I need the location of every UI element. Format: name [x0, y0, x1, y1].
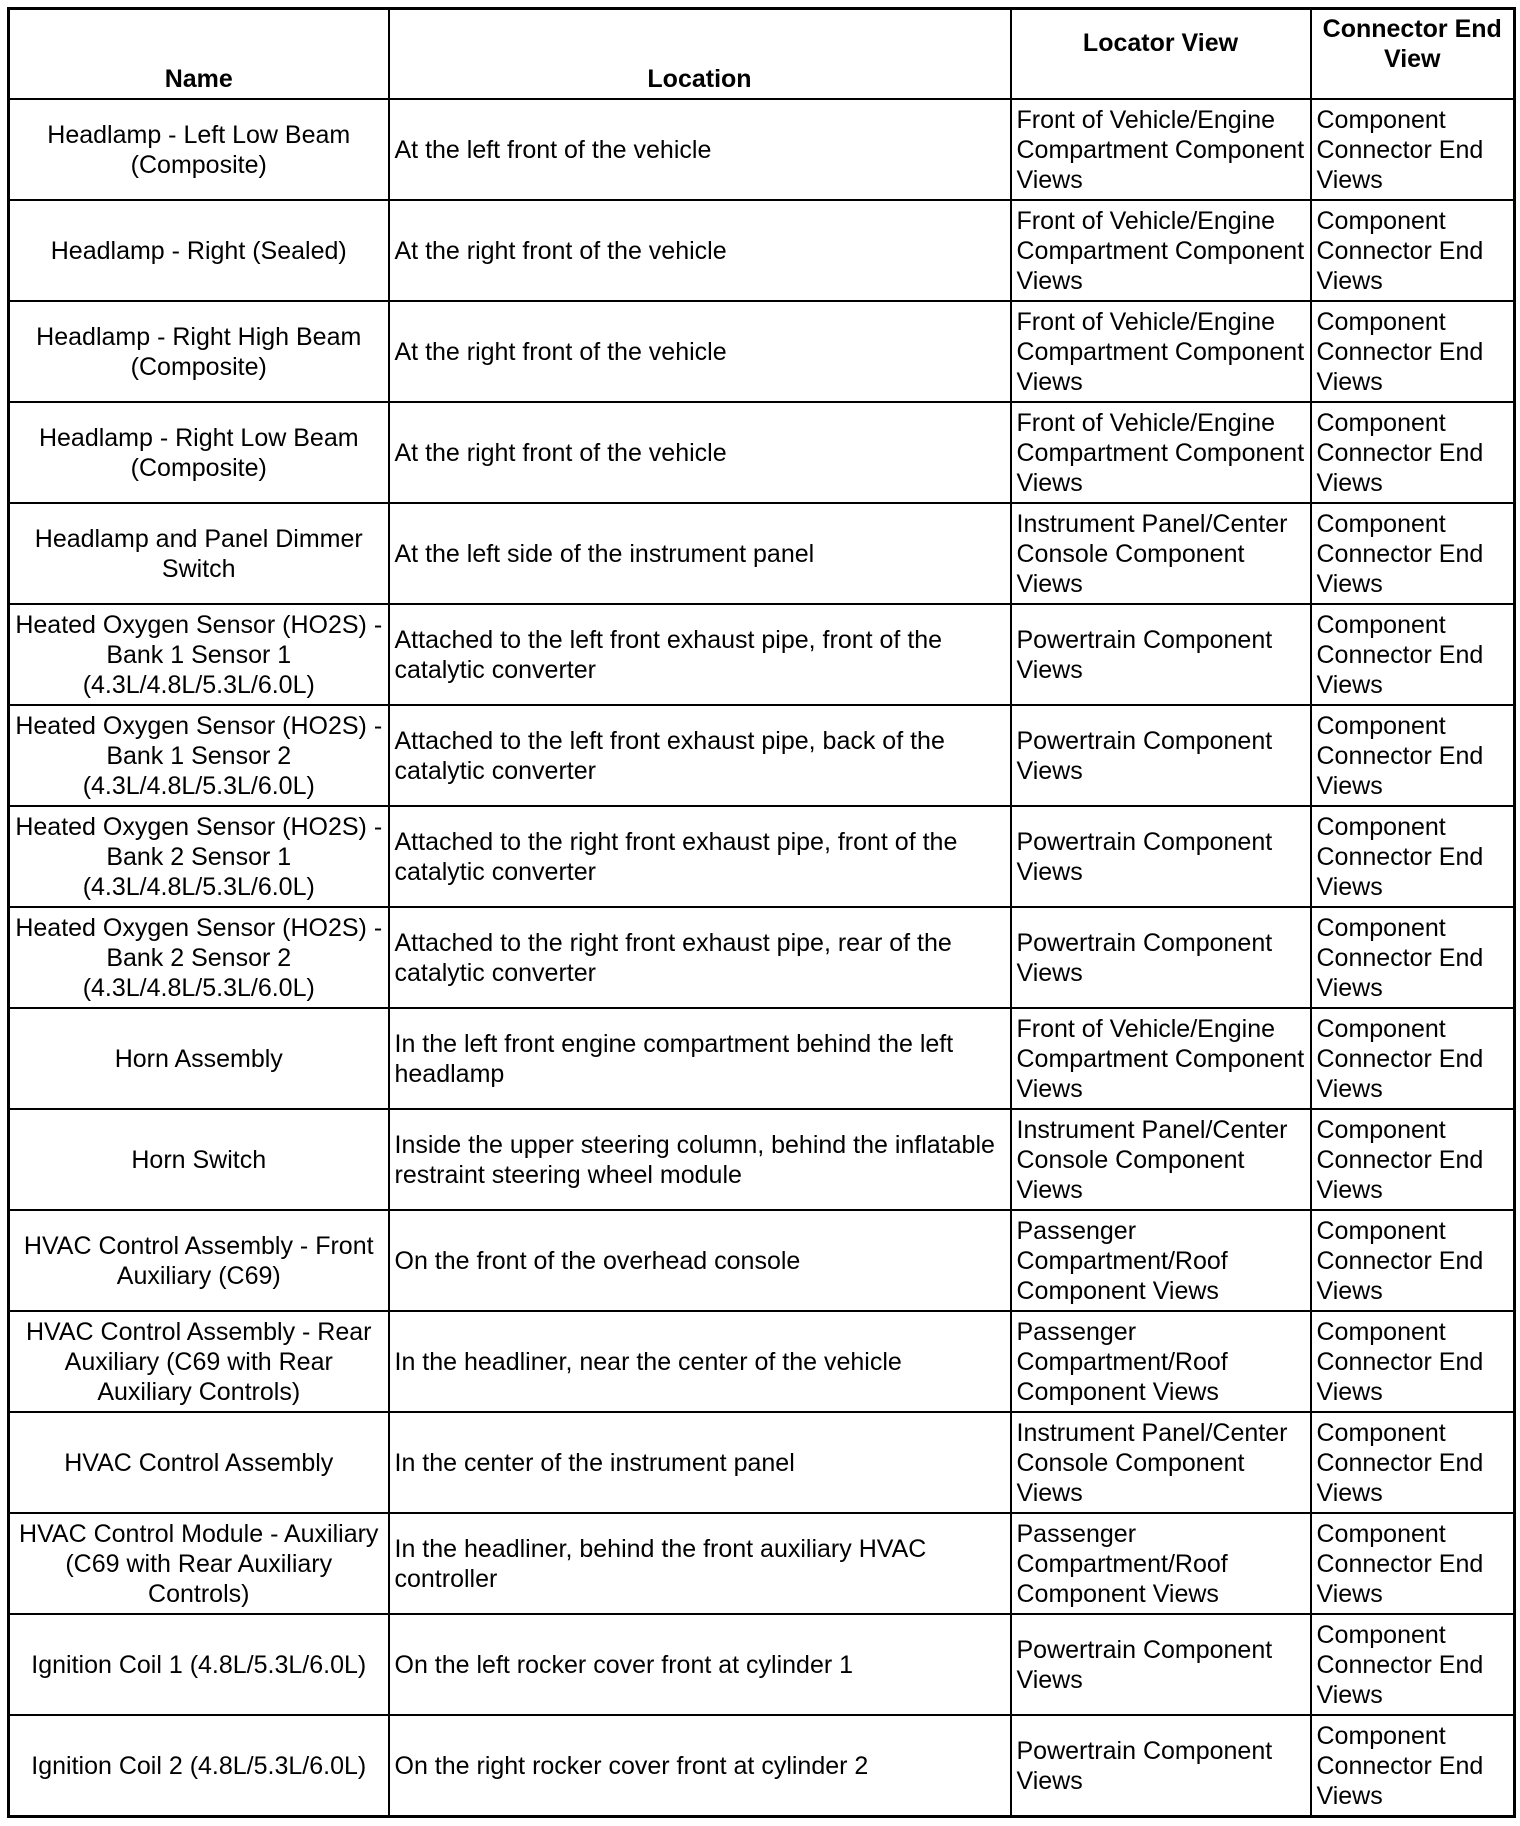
locator-view-cell: Front of Vehicle/Engine Compartment Component Views — [1011, 1008, 1311, 1109]
component-name-cell: Heated Oxygen Sensor (HO2S) - Bank 2 Sensor 1 (4.3L/4.8L/5.3L/6.0L) — [9, 806, 389, 907]
locator-view-cell: Front of Vehicle/Engine Compartment Component Views — [1011, 402, 1311, 503]
component-name-cell: HVAC Control Assembly — [9, 1412, 389, 1513]
locator-view-cell: Front of Vehicle/Engine Compartment Component Views — [1011, 200, 1311, 301]
connector-end-view-cell: Component Connector End Views — [1311, 907, 1515, 1008]
component-name-cell: Headlamp - Right Low Beam (Composite) — [9, 402, 389, 503]
component-name-cell: Headlamp and Panel Dimmer Switch — [9, 503, 389, 604]
connector-end-view-cell: Component Connector End Views — [1311, 1614, 1515, 1715]
locator-view-cell: Powertrain Component Views — [1011, 1614, 1311, 1715]
locator-view-cell: Instrument Panel/Center Console Component Views — [1011, 1109, 1311, 1210]
table-row — [9, 1008, 1515, 1109]
connector-end-view-cell: Component Connector End Views — [1311, 200, 1515, 301]
table-row — [9, 99, 1515, 200]
locator-view-cell: Passenger Compartment/Roof Component Views — [1011, 1513, 1311, 1614]
connector-end-view-cell: Component Connector End Views — [1311, 1109, 1515, 1210]
table-row — [9, 301, 1515, 402]
component-name-cell: Horn Assembly — [9, 1008, 389, 1109]
connector-end-view-cell: Component Connector End Views — [1311, 1008, 1515, 1109]
connector-end-view-cell: Component Connector End Views — [1311, 1715, 1515, 1817]
component-name-cell: HVAC Control Assembly - Front Auxiliary (C69) — [9, 1210, 389, 1311]
header-name: Name — [9, 9, 389, 100]
locator-view-cell: Powertrain Component Views — [1011, 604, 1311, 705]
location-cell: At the left side of the instrument panel — [389, 503, 1011, 604]
header-location: Location — [389, 9, 1011, 100]
location-cell: On the right rocker cover front at cylinder 2 — [389, 1715, 1011, 1817]
location-cell: At the right front of the vehicle — [389, 301, 1011, 402]
connector-end-view-cell: Component Connector End Views — [1311, 1412, 1515, 1513]
table-row — [9, 604, 1515, 705]
location-cell: In the headliner, near the center of the vehicle — [389, 1311, 1011, 1412]
component-name-cell: Ignition Coil 2 (4.8L/5.3L/6.0L) — [9, 1715, 389, 1817]
component-name-cell: Heated Oxygen Sensor (HO2S) - Bank 2 Sensor 2 (4.3L/4.8L/5.3L/6.0L) — [9, 907, 389, 1008]
header-row — [9, 9, 1515, 100]
locator-view-cell: Powertrain Component Views — [1011, 1715, 1311, 1817]
component-name-cell: Headlamp - Right High Beam (Composite) — [9, 301, 389, 402]
connector-end-view-cell: Component Connector End Views — [1311, 503, 1515, 604]
component-name-cell: Heated Oxygen Sensor (HO2S) - Bank 1 Sensor 1 (4.3L/4.8L/5.3L/6.0L) — [9, 604, 389, 705]
location-cell: In the center of the instrument panel — [389, 1412, 1011, 1513]
location-cell: At the right front of the vehicle — [389, 200, 1011, 301]
locator-view-cell: Powertrain Component Views — [1011, 907, 1311, 1008]
table-row — [9, 1109, 1515, 1210]
component-name-cell: Ignition Coil 1 (4.8L/5.3L/6.0L) — [9, 1614, 389, 1715]
location-cell: At the right front of the vehicle — [389, 402, 1011, 503]
location-cell: In the left front engine compartment behind the left headlamp — [389, 1008, 1011, 1109]
component-locator-table — [7, 7, 1516, 1818]
header-locator-view: Locator View — [1011, 9, 1311, 100]
table-row — [9, 1513, 1515, 1614]
table-row — [9, 907, 1515, 1008]
locator-view-cell: Front of Vehicle/Engine Compartment Component Views — [1011, 99, 1311, 200]
location-cell: On the front of the overhead console — [389, 1210, 1011, 1311]
locator-view-cell: Instrument Panel/Center Console Component Views — [1011, 1412, 1311, 1513]
location-cell: Attached to the right front exhaust pipe, front of the catalytic converter — [389, 806, 1011, 907]
component-name-cell: Headlamp - Right (Sealed) — [9, 200, 389, 301]
location-cell: Attached to the left front exhaust pipe, back of the catalytic converter — [389, 705, 1011, 806]
component-name-cell: HVAC Control Module - Auxiliary (C69 with Rear Auxiliary Controls) — [9, 1513, 389, 1614]
connector-end-view-cell: Component Connector End Views — [1311, 99, 1515, 200]
table-row — [9, 806, 1515, 907]
header-connector-end-view: Connector End View — [1311, 9, 1515, 100]
component-name-cell: HVAC Control Assembly - Rear Auxiliary (C69 with Rear Auxiliary Controls) — [9, 1311, 389, 1412]
connector-end-view-cell: Component Connector End Views — [1311, 1210, 1515, 1311]
connector-end-view-cell: Component Connector End Views — [1311, 806, 1515, 907]
table-row — [9, 402, 1515, 503]
locator-view-cell: Powertrain Component Views — [1011, 705, 1311, 806]
connector-end-view-cell: Component Connector End Views — [1311, 1513, 1515, 1614]
table-row — [9, 1311, 1515, 1412]
table-row — [9, 1412, 1515, 1513]
location-cell: At the left front of the vehicle — [389, 99, 1011, 200]
location-cell: Inside the upper steering column, behind the inflatable restraint steering wheel module — [389, 1109, 1011, 1210]
location-cell: Attached to the right front exhaust pipe, rear of the catalytic converter — [389, 907, 1011, 1008]
connector-end-view-cell: Component Connector End Views — [1311, 301, 1515, 402]
table-row — [9, 1715, 1515, 1817]
locator-view-cell: Front of Vehicle/Engine Compartment Component Views — [1011, 301, 1311, 402]
locator-view-cell: Passenger Compartment/Roof Component Views — [1011, 1311, 1311, 1412]
table-body — [9, 99, 1515, 1817]
location-cell: Attached to the left front exhaust pipe, front of the catalytic converter — [389, 604, 1011, 705]
table-row — [9, 200, 1515, 301]
table-row — [9, 1614, 1515, 1715]
table-row — [9, 705, 1515, 806]
location-cell: On the left rocker cover front at cylinder 1 — [389, 1614, 1011, 1715]
component-name-cell: Headlamp - Left Low Beam (Composite) — [9, 99, 389, 200]
locator-view-cell: Passenger Compartment/Roof Component Views — [1011, 1210, 1311, 1311]
connector-end-view-cell: Component Connector End Views — [1311, 604, 1515, 705]
locator-view-cell: Instrument Panel/Center Console Component Views — [1011, 503, 1311, 604]
component-name-cell: Horn Switch — [9, 1109, 389, 1210]
connector-end-view-cell: Component Connector End Views — [1311, 1311, 1515, 1412]
table-row — [9, 1210, 1515, 1311]
locator-view-cell: Powertrain Component Views — [1011, 806, 1311, 907]
component-name-cell: Heated Oxygen Sensor (HO2S) - Bank 1 Sensor 2 (4.3L/4.8L/5.3L/6.0L) — [9, 705, 389, 806]
location-cell: In the headliner, behind the front auxiliary HVAC controller — [389, 1513, 1011, 1614]
table-row — [9, 503, 1515, 604]
table-header — [9, 9, 1515, 100]
connector-end-view-cell: Component Connector End Views — [1311, 705, 1515, 806]
connector-end-view-cell: Component Connector End Views — [1311, 402, 1515, 503]
